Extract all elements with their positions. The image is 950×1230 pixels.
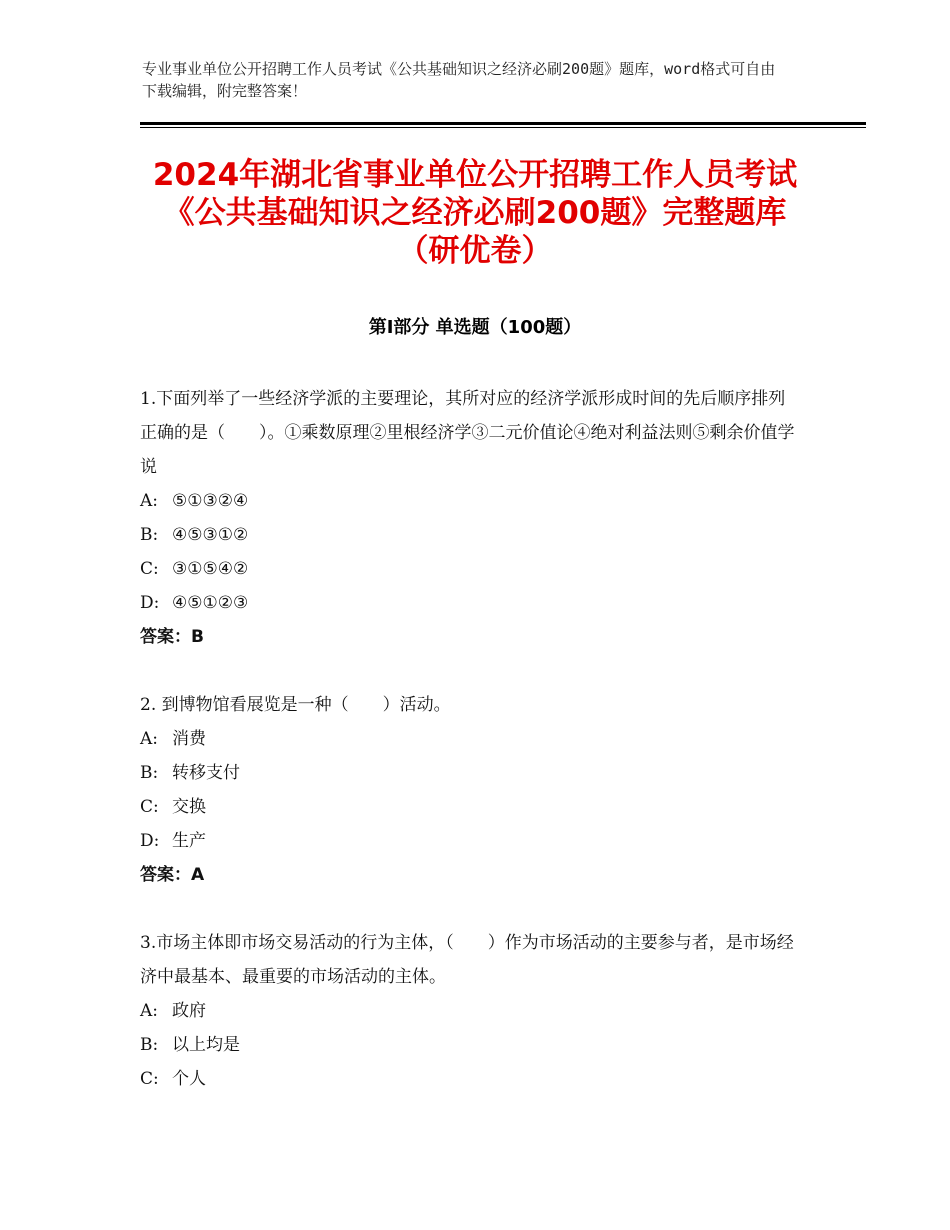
- document-title: 2024年湖北省事业单位公开招聘工作人员考试《公共基础知识之经济必刷200题》完整题库（研优卷）: [152, 157, 798, 269]
- option-b[interactable]: [140, 1028, 800, 1062]
- option-text: 转移支付: [172, 763, 240, 783]
- option-b[interactable]: [140, 518, 800, 552]
- option-label: C:: [140, 1069, 159, 1089]
- question-text: 2. 到博物馆看展览是一种（ ）活动。: [140, 695, 451, 715]
- option-d[interactable]: [140, 586, 800, 620]
- option-label: C:: [140, 797, 159, 817]
- option-text: ④⑤①②③: [172, 593, 249, 613]
- question-text: 3.市场主体即市场交易活动的行为主体，（ ）作为市场活动的主要参与者，是市场经济中最基本、最重要的市场活动的主体。: [140, 933, 794, 987]
- option-text: 生产: [172, 831, 206, 851]
- option-a[interactable]: [140, 994, 800, 1028]
- option-a[interactable]: [140, 484, 800, 518]
- option-label: B:: [140, 763, 159, 783]
- option-label: D:: [140, 831, 160, 851]
- question-text: 1.下面列举了一些经济学派的主要理论，其所对应的经济学派形成时间的先后顺序排列正确的是（ ）。①乘数原理②里根经济学③二元价值论④绝对利益法则⑤剩余价值学说: [140, 389, 795, 477]
- option-a[interactable]: [140, 722, 800, 756]
- option-text: ⑤①③②④: [172, 491, 249, 511]
- option-label: B:: [140, 1035, 159, 1055]
- option-text: 交换: [172, 797, 206, 817]
- question-1: [140, 382, 800, 654]
- option-c[interactable]: [140, 1062, 800, 1096]
- option-text: 个人: [172, 1069, 206, 1089]
- header-rule-thick: [140, 122, 866, 125]
- question-2: [140, 688, 800, 892]
- question-list: [140, 382, 800, 1130]
- option-text: ④⑤③①②: [172, 525, 249, 545]
- option-label: A:: [140, 729, 159, 749]
- answer: 答案：B: [140, 627, 204, 647]
- header-rule-thin: [140, 127, 866, 128]
- option-d[interactable]: [140, 824, 800, 858]
- question-3: [140, 926, 800, 1096]
- option-label: D:: [140, 593, 160, 613]
- option-label: A:: [140, 1001, 159, 1021]
- option-label: A:: [140, 491, 159, 511]
- option-text: 消费: [172, 729, 206, 749]
- option-text: 政府: [172, 1001, 206, 1021]
- option-c[interactable]: [140, 790, 800, 824]
- section-title: 第I部分 单选题（100题）: [368, 317, 582, 338]
- header-note: 专业事业单位公开招聘工作人员考试《公共基础知识之经济必刷200题》题库，word格式可自由下载编辑，附完整答案！: [142, 60, 776, 100]
- option-label: C:: [140, 559, 159, 579]
- option-label: B:: [140, 525, 159, 545]
- option-b[interactable]: [140, 756, 800, 790]
- option-c[interactable]: [140, 552, 800, 586]
- option-text: ③①⑤④②: [172, 559, 249, 579]
- option-text: 以上均是: [172, 1035, 240, 1055]
- answer: 答案：A: [140, 865, 205, 885]
